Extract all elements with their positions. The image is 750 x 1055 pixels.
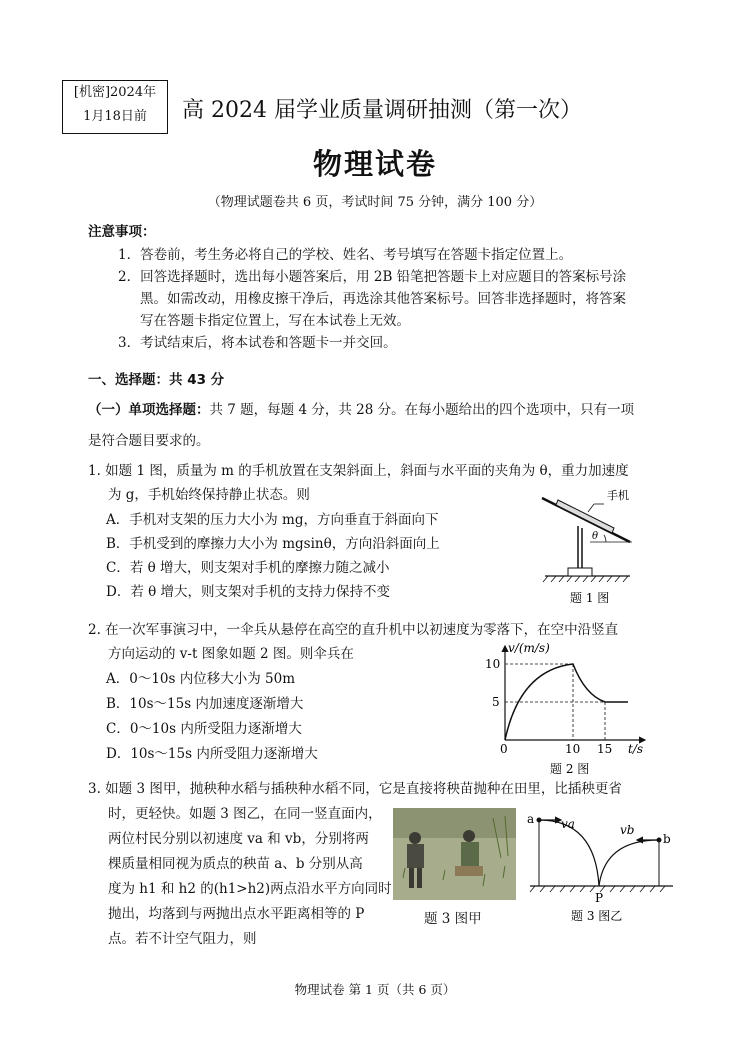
phone-label: 手机 bbox=[607, 489, 629, 502]
q1-option-b: B．手机受到的摩擦力大小为 mgsinθ，方向沿斜面向上 bbox=[106, 536, 440, 552]
q1-option-c: C．若 θ 增大，则支架对手机的摩擦力随之减小 bbox=[106, 560, 390, 576]
q1-figure bbox=[530, 484, 640, 614]
phone-icon bbox=[556, 500, 614, 533]
section-sub-bold: （一）单项选择题： bbox=[88, 402, 210, 418]
person-icon bbox=[409, 832, 421, 844]
section-sub-rest: 共 7 题，每题 4 分，共 28 分。在每小题给出的四个选项中，只有一项 bbox=[209, 402, 635, 418]
section-subheading-line2: 是符合题目要求的。 bbox=[88, 433, 210, 449]
confidential-line2: 1月18日前 bbox=[83, 109, 147, 124]
q3-stem-line: 抛出，均落到与两抛出点水平距离相等的 P bbox=[108, 906, 365, 922]
person-icon bbox=[463, 830, 475, 842]
label-va: va bbox=[561, 817, 575, 831]
label-vb: vb bbox=[620, 823, 635, 837]
notice-line: 1．答卷前，考生务必将自己的学校、姓名、考号填写在答题卡指定位置上。 bbox=[118, 247, 573, 263]
q3-stem-line1: 3. 如题 3 图甲，抛秧种水稻与插秧种水稻不同，它是直接将秧苗抛种在田里，比插秧更省 bbox=[88, 781, 622, 797]
confidential-line1: [机密]2024年 bbox=[73, 85, 157, 100]
q2-vt-graph bbox=[480, 640, 650, 780]
label-b: b bbox=[663, 832, 671, 846]
notice-line: 写在答题卡指定位置上，写在本试卷上无效。 bbox=[140, 313, 410, 329]
notice-title: 注意事项： bbox=[88, 224, 156, 240]
q2-stem-line1: 2. 在一次军事演习中，一伞兵从悬停在高空的直升机中以初速度为零落下，在空中沿竖直 bbox=[88, 622, 619, 638]
angle-label: θ bbox=[592, 531, 599, 542]
x-tick: 0 bbox=[500, 742, 508, 756]
q3-stem-line: 时，更轻快。如题 3 图乙，在同一竖直面内， bbox=[108, 806, 382, 822]
q1-stem-line1: 1. 如题 1 图，质量为 m 的手机放置在支架斜面上，斜面与水平面的夹角为 θ，重力加速度 bbox=[88, 463, 629, 479]
q2-caption: 题 2 图 bbox=[550, 762, 590, 776]
y-tick: 5 bbox=[492, 695, 500, 709]
section-subheading bbox=[88, 400, 634, 420]
q2-option-b: B．10s～15s 内加速度逐渐增大 bbox=[106, 696, 304, 712]
q3-stem-line: 两位村民分别以初速度 va 和 vb，分别将两 bbox=[108, 831, 369, 847]
q3-stem-line: 棵质量相同视为质点的秧苗 a、b 分别从高 bbox=[108, 856, 363, 872]
q2-option-c: C．0～10s 内所受阻力逐渐增大 bbox=[106, 721, 302, 737]
x-tick: 10 bbox=[565, 742, 581, 756]
notice-line: 3．考试结束后，将本试卷和答题卡一并交回。 bbox=[118, 335, 397, 351]
q1-option-d: D．若 θ 增大，则支架对手机的支持力保持不变 bbox=[106, 584, 391, 600]
q3-trajectory-figure bbox=[525, 810, 685, 930]
label-a: a bbox=[527, 812, 535, 826]
q3-stem-line: 点。若不计空气阻力，则 bbox=[108, 931, 257, 947]
v-axis-label: v/(m/s) bbox=[508, 641, 550, 655]
rice-field-photo bbox=[393, 808, 516, 900]
q1-option-a: A．手机对支架的压力大小为 mg，方向垂直于斜面向下 bbox=[106, 512, 439, 528]
q3-caption-b: 题 3 图乙 bbox=[571, 909, 623, 923]
q2-option-a: A．0～10s 内位移大小为 50m bbox=[106, 671, 296, 687]
q2-stem-line2: 方向运动的 v-t 图象如题 2 图。则伞兵在 bbox=[108, 646, 354, 662]
subject-title: 物理试卷 bbox=[312, 147, 437, 181]
exam-subtitle: （物理试题卷共 6 页，考试时间 75 分钟，满分 100 分） bbox=[207, 195, 543, 210]
page-footer: 物理试卷 第 1 页（共 6 页） bbox=[294, 982, 456, 997]
trajectory-b bbox=[599, 840, 659, 886]
notice-line: 黑。如需改动，用橡皮擦干净后，再选涂其他答案标号。回答非选择题时，将答案 bbox=[140, 291, 626, 307]
q2-option-d: D．10s～15s 内所受阻力逐渐增大 bbox=[106, 746, 318, 762]
y-tick: 10 bbox=[485, 657, 501, 671]
confidential-box bbox=[62, 80, 168, 134]
q3-caption-a: 题 3 图甲 bbox=[424, 911, 482, 927]
notice-line: 2．回答选择题时，选出每小题答案后，用 2B 铅笔把答题卡上对应题目的答案标号涂 bbox=[118, 269, 627, 285]
exam-title: 高 2024 届学业质量调研抽测（第一次） bbox=[182, 98, 582, 123]
t-axis-label: t/s bbox=[628, 742, 644, 756]
section-heading: 一、选择题：共 43 分 bbox=[88, 372, 225, 388]
q1-stem-line2: 为 g，手机始终保持静止状态。则 bbox=[108, 487, 310, 503]
q1-caption: 题 1 图 bbox=[570, 591, 610, 605]
q3-stem-line: 度为 h1 和 h2 的(h1>h2)两点沿水平方向同时 bbox=[108, 881, 392, 897]
label-p: P bbox=[595, 891, 604, 905]
x-tick: 15 bbox=[597, 742, 613, 756]
